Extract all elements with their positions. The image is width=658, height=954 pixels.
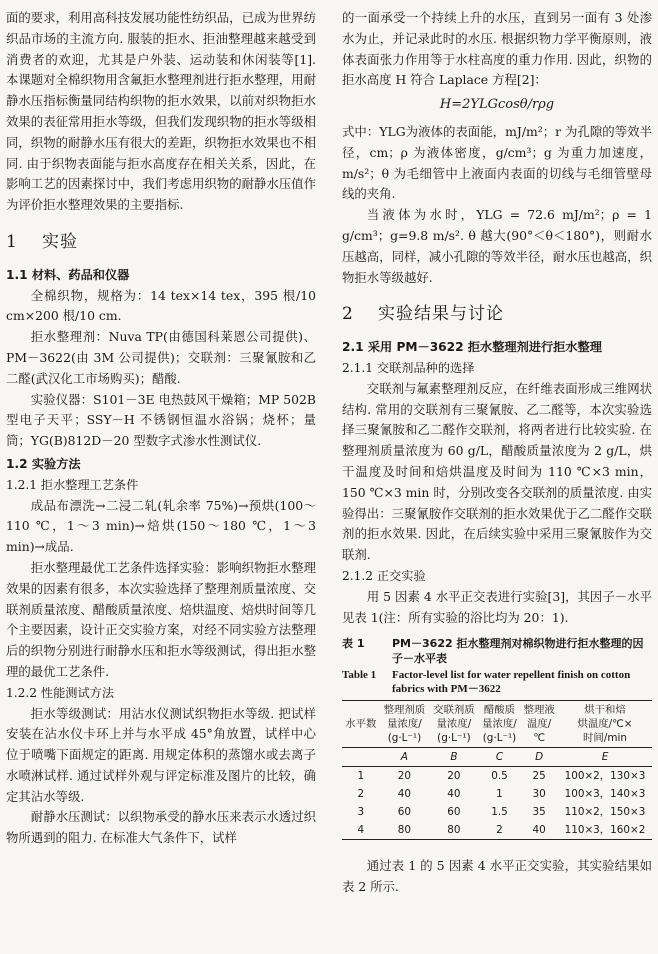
table-cell: 80 <box>429 821 478 840</box>
table-header-cell: 交联剂质 量浓度/ (g·L⁻¹) <box>429 701 478 748</box>
subsection-1-1-heading: 1.1 材料、药品和仪器 <box>6 267 130 282</box>
factor-letter: C <box>479 748 521 767</box>
table-1-title-en: Factor-level list for water repellent finish on cotton fabrics with PM－3622 <box>392 669 631 696</box>
table-header-cell: 醋酸质 量浓度/ (g·L⁻¹) <box>479 701 521 748</box>
table-header-level: 水平数 <box>342 701 380 748</box>
orthogonal-paragraph: 用 5 因素 4 水平正交表进行实验[3]，其因子－水平见表 1(注：所有实验的浴比均为 20：1). <box>342 588 652 625</box>
table-cell: 110×2，150×3 <box>564 806 646 819</box>
factor-level-table <box>342 700 652 840</box>
table-header-cell: 整理液 温度/ ℃ <box>520 701 558 748</box>
subsection-2-1-1-heading: 2.1.1 交联剂品种的选择 <box>342 360 475 375</box>
section-1-title: 实验 <box>42 231 78 252</box>
table-cell: 60 <box>397 806 412 819</box>
table-cell: 30 <box>532 788 546 801</box>
table-cell: 100×3，140×3 <box>564 788 646 801</box>
table-1-label-en: Table 1 <box>342 669 377 682</box>
optimal-process-paragraph: 拒水整理最优工艺条件选择实验：影响织物拒水整理效果的因素有很多，本次实验选择了整理剂质量浓度、交联剂质量浓度、醋酸质量浓度、焙烘温度、焙烘时间等几个主要因素，设计正交实验方案，对经不同实验方法整理后的织物分别进行耐静水压和拒水等级测试，得出拒水整理的最优工艺条件. <box>6 559 316 679</box>
water-values-paragraph: 当液体为水时，YLG = 72.6 mJ/m²；ρ = 1 g/cm³；g=9.8 m/s². θ 越大(90°＜θ＜180°)，则耐水压越高，同样，减小孔隙的等效半径，耐水压也越高，织物拒水等级越好. <box>342 207 652 285</box>
table-cell: 3 <box>357 806 365 819</box>
table-cell: 40 <box>447 788 461 801</box>
table-cell: 0.5 <box>491 770 508 783</box>
process-flow: 成品布漂洗→二浸二轧(轧余率 75%)→预烘(100～110 ℃，1～3 min)→焙烘(150～180 ℃，1～3 min)→成品. <box>6 497 316 555</box>
table-cell: 2 <box>479 821 521 840</box>
materials-instruments: 实验仪器：S101－3E 电热鼓风干燥箱；MP 502B 型电子天平；SSY－H 不锈钢恒温水浴锅；烧杯；量筒；YG(B)812D－20 型数字式渗水性测试仪. <box>6 391 316 449</box>
subsection-1-2-2-heading: 1.2.2 性能测试方法 <box>6 685 115 700</box>
section-2-title: 实验结果与讨论 <box>378 304 504 325</box>
hydrostatic-continued: 的一面承受一个持续上升的水压，直到另一面有 3 处渗水为止，并记录此时的水压. 根据织物力学平衡原则，液体表面张力作用等于水柱高度的重力作用. 因此，织物的拒水高度 H 符合 Laplace 方程[2]： <box>342 10 652 88</box>
section-2-heading <box>342 304 652 325</box>
table-header-row <box>342 701 652 748</box>
table-cell: 40 <box>397 788 412 801</box>
materials-agents: 拒水整理剂：Nuva TP(由德国科莱恩公司提供)、PM－3622(由 3M 公司提供)；交联剂：三聚氰胺和乙二醛(武汉化工市场购买)；醋酸. <box>6 329 316 386</box>
table-cell: 4 <box>342 821 380 840</box>
formula-explanation: 式中：YLG为液体的表面能，mJ/m²；r 为孔隙的等效半径，cm；ρ 为液体密度，g/cm³；g 为重力加速度，m/s²；θ 为毛细管中上液面内表面的切线与毛细管壁母线的夹角. <box>342 123 652 202</box>
table-cell: 1 <box>496 788 503 801</box>
subsection-2-1-heading: 2.1 采用 PM－3622 拒水整理剂进行拒水整理 <box>342 340 602 355</box>
factor-letter: A <box>380 748 429 767</box>
table-cell: 2 <box>357 788 365 801</box>
repellency-test-paragraph: 拒水等级测试：用沾水仪测试织物拒水等级. 把试样安装在沾水仪卡环上并与水平成 45°角放置，试样中心位于喷嘴下面规定的距离. 用规定体积的蒸馏水或去离子水喷淋试样. 通过试样外观与评定标准及图片的比较，确定其沾水等级. <box>6 705 316 804</box>
factor-letter: E <box>558 748 652 767</box>
section-1-number: 1 <box>6 231 18 252</box>
table-cell: 80 <box>380 821 429 840</box>
table-cell: 25 <box>532 770 546 783</box>
table-row <box>342 821 652 840</box>
laplace-formula: H=2YLGcosθ/rρg <box>439 97 555 113</box>
table-cell: 35 <box>532 806 546 819</box>
table-cell: 40 <box>520 821 558 840</box>
table-cell: 1.5 <box>491 806 508 819</box>
section-2-number: 2 <box>342 304 354 325</box>
table-cell: 1 <box>357 770 365 783</box>
crosslinker-paragraph: 交联剂与氟素整理剂反应，在纤维表面形成三维网状结构. 常用的交联剂有三聚氰胺、乙二醛等，本次实验选择三聚氰胺和乙二醛作交联剂，将两者进行比较实验. 在整理剂质量浓度为 60 g/L，醋酸质量浓度为 2 g/L，烘干温度及时间和焙烘温度及时间为 110 ℃×3 min，150 ℃×3 min 时，分别改变各交联剂的质量浓度. 由实验得出：三聚氰胺作交联剂的拒水效果优于乙二醛作交联剂的拒水效果. 因此，在后续实验中采用三聚氰胺作为交联剂. <box>342 380 652 563</box>
table-cell: 20 <box>447 770 461 783</box>
table-1-caption-en <box>342 668 652 696</box>
subsection-1-2-1-heading: 1.2.1 拒水整理工艺条件 <box>6 477 139 492</box>
table-cell: 100×2，130×3 <box>564 770 646 783</box>
table-header-cell: 整理剂质 量浓度/ (g·L⁻¹) <box>380 701 429 748</box>
section-1-heading <box>6 232 316 253</box>
table-header-cell: 烘干和焙 烘温度/℃× 时间/min <box>558 701 652 748</box>
table-cell: 60 <box>447 806 461 819</box>
subsection-2-1-2-heading: 2.1.2 正交实验 <box>342 568 426 583</box>
hydrostatic-test-paragraph: 耐静水压测试：以织物承受的静水压来表示水透过织物所遇到的阻力. 在标准大气条件下，试样 <box>6 809 316 846</box>
table-1-label-cn: 表 1 <box>342 637 365 651</box>
table-1-title-cn: PM－3622 拒水整理剂对棉织物进行拒水整理的因子－水平表 <box>392 637 644 666</box>
factor-letter: B <box>429 748 478 767</box>
subsection-1-2-heading: 1.2 实验方法 <box>6 456 81 471</box>
table-cell: 20 <box>397 770 412 783</box>
table-1-caption-cn <box>342 636 652 666</box>
table-row <box>342 767 652 786</box>
intro-paragraph: 面的要求，利用高科技发展功能性纺织品，已成为世界纺织品市场的主流方向. 服装的拒水、拒油整理越来越受到消费者的欢迎，尤其是户外装、运动装和休闲装等[1]. 本课题对全棉织物用含氟拒水整理剂进行拒水整理，用耐静水压指标衡量同结构织物的拒水效果，以前对织物拒水效果的表征常用拒水等级，但我们发现织物的拒水等级相同，织物的耐静水压有很大的差距，织物拒水效果也不相同. 由于织物表面能与拒水高度存在相关关系，因此，在影响工艺的因素探讨中，我们考虑用织物的耐静水压值作为评价拒水整理效果的主要指标. <box>6 10 316 213</box>
table-row <box>342 785 652 803</box>
table-cell: 110×3，160×2 <box>558 821 652 840</box>
left-column <box>6 8 316 849</box>
factor-letter: D <box>520 748 558 767</box>
after-table-paragraph: 通过表 1 的 5 因素 4 水平正交实验，其实验结果如表 2 所示. <box>342 858 652 895</box>
table-factor-letters-row <box>342 748 652 767</box>
table-row <box>342 803 652 821</box>
right-column <box>342 8 652 898</box>
materials-fabric: 全棉织物，规格为：14 tex×14 tex，395 根/10 cm×200 根/10 cm. <box>6 287 316 324</box>
